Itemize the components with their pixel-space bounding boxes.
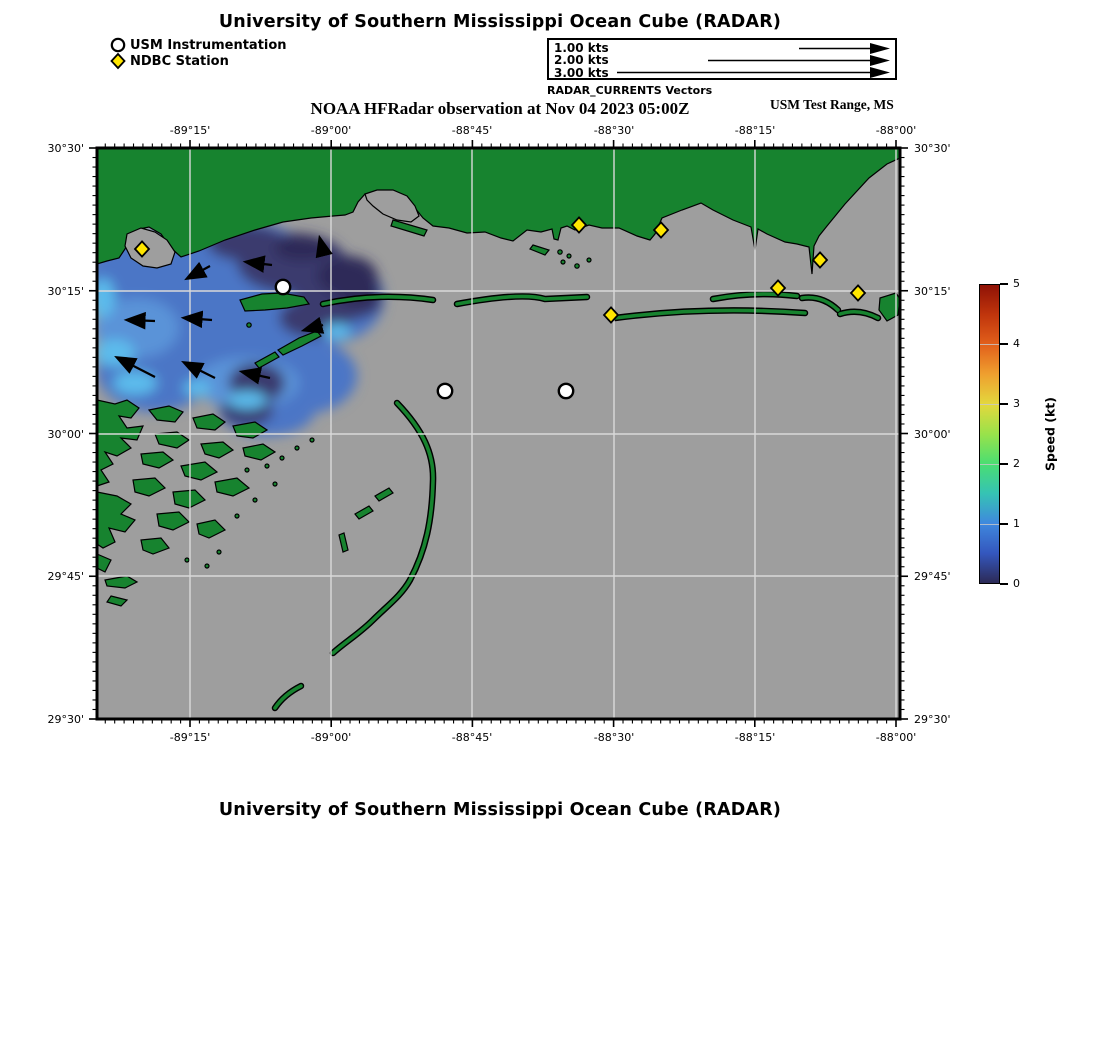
lon-label-top: -88°00' bbox=[875, 124, 917, 137]
lat-label-right: 30°00' bbox=[914, 428, 951, 441]
lat-label-left: 30°15' bbox=[47, 285, 84, 298]
lon-label-bottom: -88°15' bbox=[734, 731, 776, 744]
lon-label-bottom: -89°15' bbox=[169, 731, 211, 744]
colorbar-tick bbox=[1000, 463, 1008, 465]
colorbar-tick bbox=[1000, 583, 1008, 585]
vector-scale-box bbox=[547, 38, 897, 80]
legend-label-usm: USM Instrumentation bbox=[130, 37, 287, 53]
colorbar-tick-label: 5 bbox=[1013, 277, 1020, 290]
legend-item-ndbc bbox=[110, 53, 287, 69]
colorbar-tick-label: 0 bbox=[1013, 577, 1020, 590]
lon-label-top: -89°00' bbox=[310, 124, 352, 137]
colorbar-tick-label: 2 bbox=[1013, 457, 1020, 470]
observation-subtitle: NOAA HFRadar observation at Nov 04 2023 05:00Z bbox=[310, 99, 690, 118]
legend-label-ndbc: NDBC Station bbox=[130, 53, 229, 69]
colorbar-tick bbox=[1000, 403, 1008, 405]
vector-scale-label-3: 3.00 kts bbox=[554, 65, 609, 80]
lon-label-bottom: -89°00' bbox=[310, 731, 352, 744]
lon-label-top: -88°15' bbox=[734, 124, 776, 137]
lat-label-left: 29°45' bbox=[47, 570, 84, 583]
lon-label-bottom: -88°30' bbox=[593, 731, 635, 744]
colorbar-title: Speed (kt) bbox=[1042, 397, 1058, 471]
colorbar-level-line bbox=[980, 404, 999, 405]
scale-arrow-head bbox=[870, 55, 890, 66]
colorbar-tick bbox=[1000, 523, 1008, 525]
vector-scale-label-1: 1.00 kts bbox=[554, 41, 609, 55]
usm-station-marker bbox=[559, 384, 573, 398]
lat-label-right: 29°30' bbox=[914, 713, 951, 726]
vector-scale-arrows bbox=[549, 40, 894, 80]
lat-label-left: 29°30' bbox=[47, 713, 84, 726]
colorbar-tick bbox=[1000, 283, 1008, 285]
lat-label-right: 29°45' bbox=[914, 570, 951, 583]
vector-scale-label-2: 2.00 kts bbox=[554, 53, 609, 67]
lat-label-right: 30°15' bbox=[914, 285, 951, 298]
vector-scale-caption: RADAR_CURRENTS Vectors bbox=[547, 84, 713, 97]
circle-icon bbox=[110, 37, 127, 53]
colorbar-tick-label: 4 bbox=[1013, 337, 1020, 350]
lon-label-top: -88°30' bbox=[593, 124, 635, 137]
lat-label-right: 30°30' bbox=[914, 142, 951, 155]
footer-title: University of Southern Mississippi Ocean Cube (RADAR) bbox=[218, 800, 782, 820]
colorbar-level-line bbox=[980, 464, 999, 465]
map-legend bbox=[110, 37, 287, 69]
lon-label-top: -88°45' bbox=[451, 124, 493, 137]
scale-arrow-head bbox=[870, 67, 890, 78]
usm-station-marker bbox=[438, 384, 452, 398]
colorbar-tick-label: 3 bbox=[1013, 397, 1020, 410]
colorbar bbox=[979, 284, 1000, 584]
lon-label-bottom: -88°00' bbox=[875, 731, 917, 744]
colorbar-tick bbox=[1000, 343, 1008, 345]
lat-label-left: 30°00' bbox=[47, 428, 84, 441]
diamond-icon bbox=[110, 53, 127, 69]
region-label: USM Test Range, MS bbox=[770, 97, 894, 112]
lat-label-left: 30°30' bbox=[47, 142, 84, 155]
usm-station-marker bbox=[276, 280, 290, 294]
lon-label-top: -89°15' bbox=[169, 124, 211, 137]
legend-item-usm bbox=[110, 37, 287, 53]
lon-label-bottom: -88°45' bbox=[451, 731, 493, 744]
current-vector-arrow bbox=[128, 320, 155, 321]
colorbar-level-line bbox=[980, 524, 999, 525]
colorbar-tick-label: 1 bbox=[1013, 517, 1020, 530]
map-plot bbox=[47, 124, 951, 744]
scale-arrow-head bbox=[870, 43, 890, 54]
colorbar-level-line bbox=[980, 344, 999, 345]
page-title: University of Southern Mississippi Ocean Cube (RADAR) bbox=[218, 12, 782, 32]
